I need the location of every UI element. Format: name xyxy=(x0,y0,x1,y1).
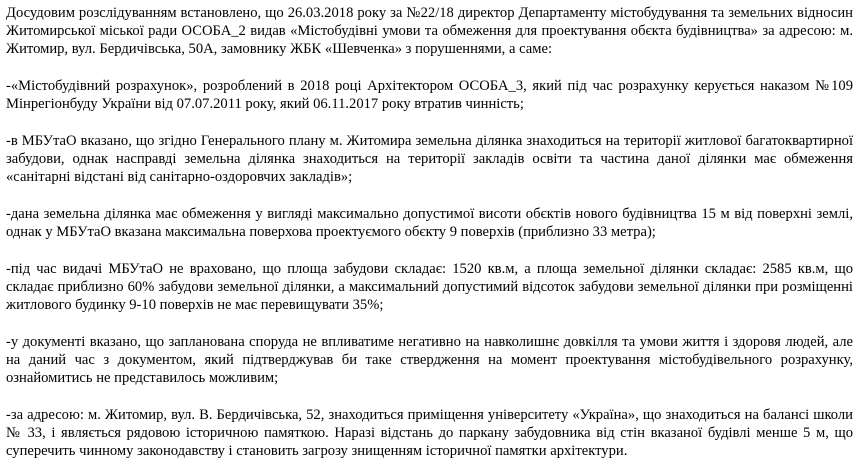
paragraph-general-plan: -в МБУтаО вказано, що згідно Генерального плану м. Житомира земельна ділянка знаходиться на території житлової багатоквартирної забудови, однак насправді земельна ділянка знаходиться на території закладів освіти та частина даної ділянки має обмеження «санітарні відстані від санітарно-оздоровчих закладів»; xyxy=(6,133,853,185)
paragraph-environment: -у документі вказано, що запланована споруда не впливатиме негативно на навколишнє довкілля та умови життя і здоровя людей, але на даний час з документом, який підтверджував би таке ствердження на момент проектування містобудівельного розрахунку, ознайомитись не представилось можливим; xyxy=(6,334,853,386)
paragraph-historic-monument: -за адресою: м. Житомир, вул. В. Бердичівська, 52, знаходиться приміщення університету «Україна», що знаходиться на балансі школи № 33, і являється рядовою історичною памяткою. Наразі відстань до паркану забудовника від стін вказаної будівлі менше 5 м, що суперечить чинному законодавству і становить загрозу знищенням історичної памятки архітектури. xyxy=(6,407,853,459)
paragraph-intro: Досудовим розслідуванням встановлено, що 26.03.2018 року за №22/18 директор Департаменту містобудування та земельних відносин Житомирської міської ради ОСОБА_2 видав «Містобудівні умови та обмеження для проектування обєкта будівництва» за адресою: м. Житомир, вул. Бердичівська, 50А, замовнику ЖБК «Шевченка» з порушеннями, а саме: xyxy=(6,5,853,57)
paragraph-urban-calculation: -«Містобудівний розрахунок», розроблений в 2018 році Архітектором ОСОБА_3, який під час розрахунку керується наказом №109 Мінрегіонбуду України від 07.07.2011 року, який 06.11.2017 року втратив чинність; xyxy=(6,78,853,112)
paragraph-height-restriction: -дана земельна ділянка має обмеження у вигляді максимально допустимої висоти обєктів нового будівництва 15 м від поверхні землі, однак у МБУтаО вказана максимальна поверхова проектуємого обєкту 9 поверхів (приблизно 33 метра); xyxy=(6,206,853,240)
paragraph-building-area: -під час видачі МБУтаО не враховано, що площа забудови складає: 1520 кв.м, а площа земельної ділянки складає: 2585 кв.м, що складає приблизно 60% забудови земельної ділянки, а максимальний допустимий відсоток забудови земельної ділянки при розміщенні житлового будинку 9-10 поверхів не має перевищувати 35%; xyxy=(6,261,853,313)
